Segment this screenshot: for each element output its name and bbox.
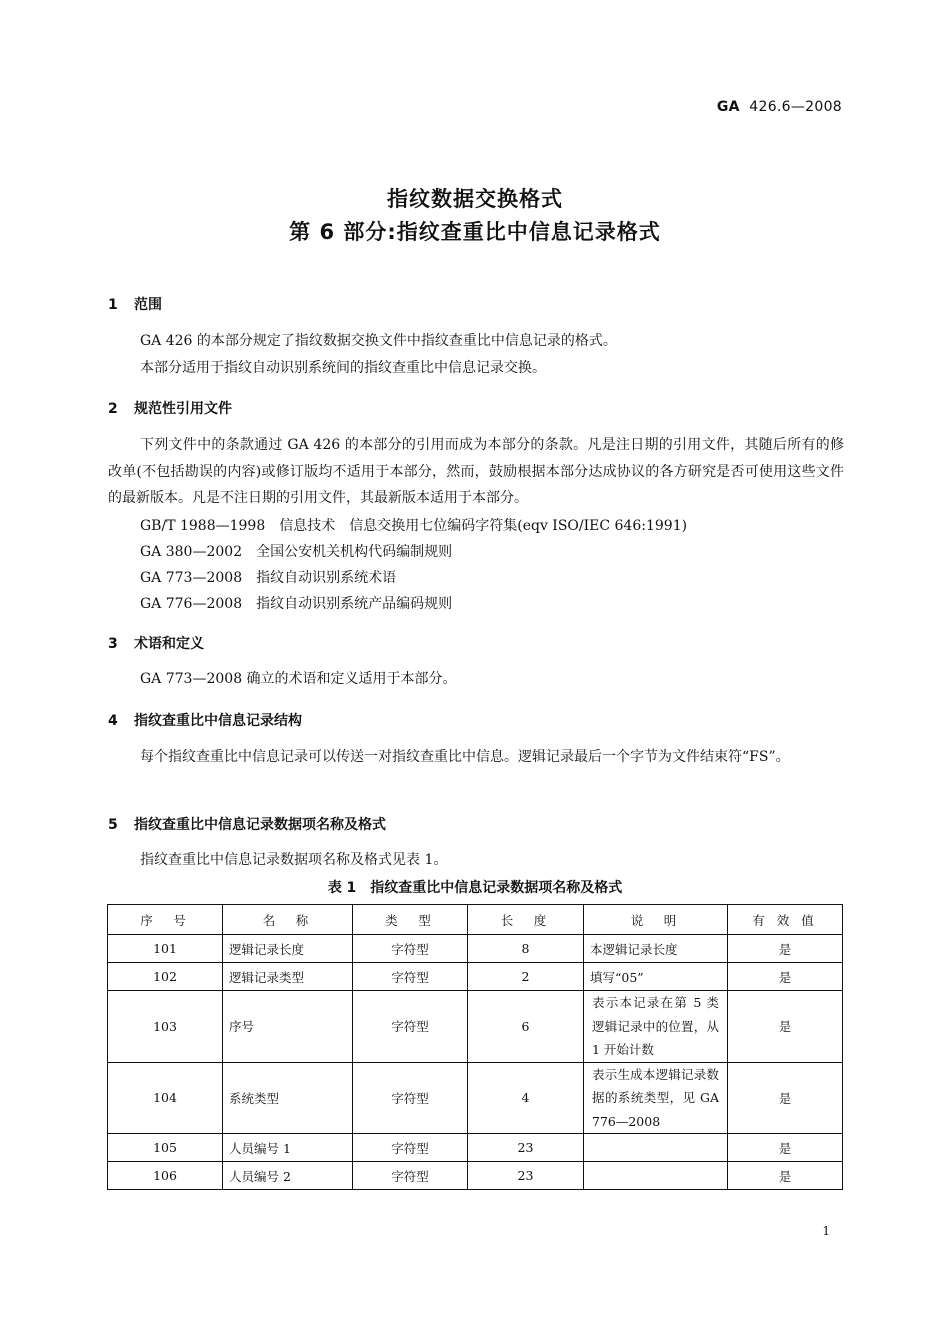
section-2-heading: [108, 398, 232, 418]
cell-type: 字符型: [353, 1134, 468, 1162]
cell-valid: 是: [728, 935, 843, 963]
section-1-heading: [108, 294, 162, 314]
cell-name: 人员编号 2: [223, 1162, 353, 1190]
table-caption: 表 1 指纹查重比中信息记录数据项名称及格式: [327, 880, 623, 896]
reference-item: GB/T 1988—1998 信息技术 信息交换用七位编码字符集(eqv ISO/IEC 646:1991): [140, 518, 688, 534]
reference-item: GA 776—2008 指纹自动识别系统产品编码规则: [140, 596, 453, 612]
section-number: 2: [108, 401, 118, 417]
table-row: [108, 1062, 843, 1134]
paragraph: GA 773—2008 确立的术语和定义适用于本部分。: [140, 671, 457, 687]
cell-length: 4: [468, 1062, 584, 1134]
table-header-row: [108, 905, 843, 935]
section-title: 指纹查重比中信息记录数据项名称及格式: [134, 817, 386, 833]
section-4-heading: [108, 710, 302, 730]
table-row: [108, 935, 843, 963]
cell-description: 填写“05”: [584, 963, 728, 991]
cell-type: 字符型: [353, 991, 468, 1063]
cell-description: 本逻辑记录长度: [584, 935, 728, 963]
table-row: [108, 963, 843, 991]
cell-name: 人员编号 1: [223, 1134, 353, 1162]
column-header-no: 序 号: [108, 905, 223, 935]
cell-no: 101: [108, 935, 223, 963]
cell-valid: 是: [728, 1162, 843, 1190]
cell-type: 字符型: [353, 1162, 468, 1190]
standard-number: [717, 99, 842, 115]
cell-valid: 是: [728, 991, 843, 1063]
table-row: [108, 1134, 843, 1162]
document-title: 指纹数据交换格式: [387, 187, 563, 211]
cell-type: 字符型: [353, 935, 468, 963]
section-5-heading: [108, 814, 386, 834]
table-row: [108, 1162, 843, 1190]
section-title: 指纹查重比中信息记录结构: [134, 713, 302, 729]
reference-item: GA 773—2008 指纹自动识别系统术语: [140, 570, 397, 586]
cell-name: 逻辑记录类型: [223, 963, 353, 991]
document-subtitle: 第 6 部分:指纹查重比中信息记录格式: [289, 220, 661, 244]
page-number: 1: [822, 1224, 830, 1238]
paragraph: 本部分适用于指纹自动识别系统间的指纹查重比中信息记录交换。: [140, 360, 546, 376]
section-number: 1: [108, 297, 118, 313]
paragraph: 每个指纹查重比中信息记录可以传送一对指纹查重比中信息。逻辑记录最后一个字节为文件结束符“FS”。: [140, 749, 790, 765]
column-header-length: 长 度: [468, 905, 584, 935]
cell-no: 104: [108, 1062, 223, 1134]
section-3-heading: [108, 633, 204, 653]
data-item-table: [107, 904, 843, 1190]
cell-description: 表示生成本逻辑记录数据的系统类型，见 GA 776—2008: [584, 1062, 728, 1134]
cell-name: 逻辑记录长度: [223, 935, 353, 963]
section-title: 术语和定义: [134, 636, 204, 652]
section-title: 规范性引用文件: [134, 401, 232, 417]
cell-length: 23: [468, 1162, 584, 1190]
standard-prefix: GA: [716, 99, 740, 115]
cell-length: 23: [468, 1134, 584, 1162]
section-number: 3: [108, 636, 118, 652]
column-header-type: 类 型: [353, 905, 468, 935]
paragraph: 下列文件中的条款通过 GA 426 的本部分的引用而成为本部分的条款。凡是注日期的引用文件，其随后所有的修改单(不包括勘误的内容)或修订版均不适用于本部分，然而，鼓励根据本部分达成协议的各方研究是否可使用这些文件的最新版本。凡是不注日期的引用文件，其最新版本适用于本部分。: [108, 437, 844, 506]
cell-description: [584, 1162, 728, 1190]
column-header-description: 说 明: [584, 905, 728, 935]
reference-item: GA 380—2002 全国公安机关机构代码编制规则: [140, 544, 453, 560]
cell-valid: 是: [728, 1062, 843, 1134]
standard-code: 426.6—2008: [749, 99, 842, 115]
section-number: 5: [108, 817, 118, 833]
cell-length: 8: [468, 935, 584, 963]
cell-type: 字符型: [353, 963, 468, 991]
cell-no: 103: [108, 991, 223, 1063]
paragraph: GA 426 的本部分规定了指纹数据交换文件中指纹查重比中信息记录的格式。: [140, 333, 617, 349]
cell-length: 6: [468, 991, 584, 1063]
column-header-name: 名 称: [223, 905, 353, 935]
cell-valid: 是: [728, 1134, 843, 1162]
cell-description: 表示本记录在第 5 类逻辑记录中的位置，从 1 开始计数: [584, 991, 728, 1063]
cell-length: 2: [468, 963, 584, 991]
cell-valid: 是: [728, 963, 843, 991]
cell-type: 字符型: [353, 1062, 468, 1134]
section-number: 4: [108, 713, 118, 729]
cell-no: 102: [108, 963, 223, 991]
column-header-valid: 有 效 值: [728, 905, 843, 935]
section-title: 范围: [134, 297, 162, 313]
cell-name: 序号: [223, 991, 353, 1063]
table-row: [108, 991, 843, 1063]
cell-description: [584, 1134, 728, 1162]
cell-name: 系统类型: [223, 1062, 353, 1134]
cell-no: 106: [108, 1162, 223, 1190]
paragraph: 指纹查重比中信息记录数据项名称及格式见表 1。: [140, 852, 448, 868]
cell-no: 105: [108, 1134, 223, 1162]
